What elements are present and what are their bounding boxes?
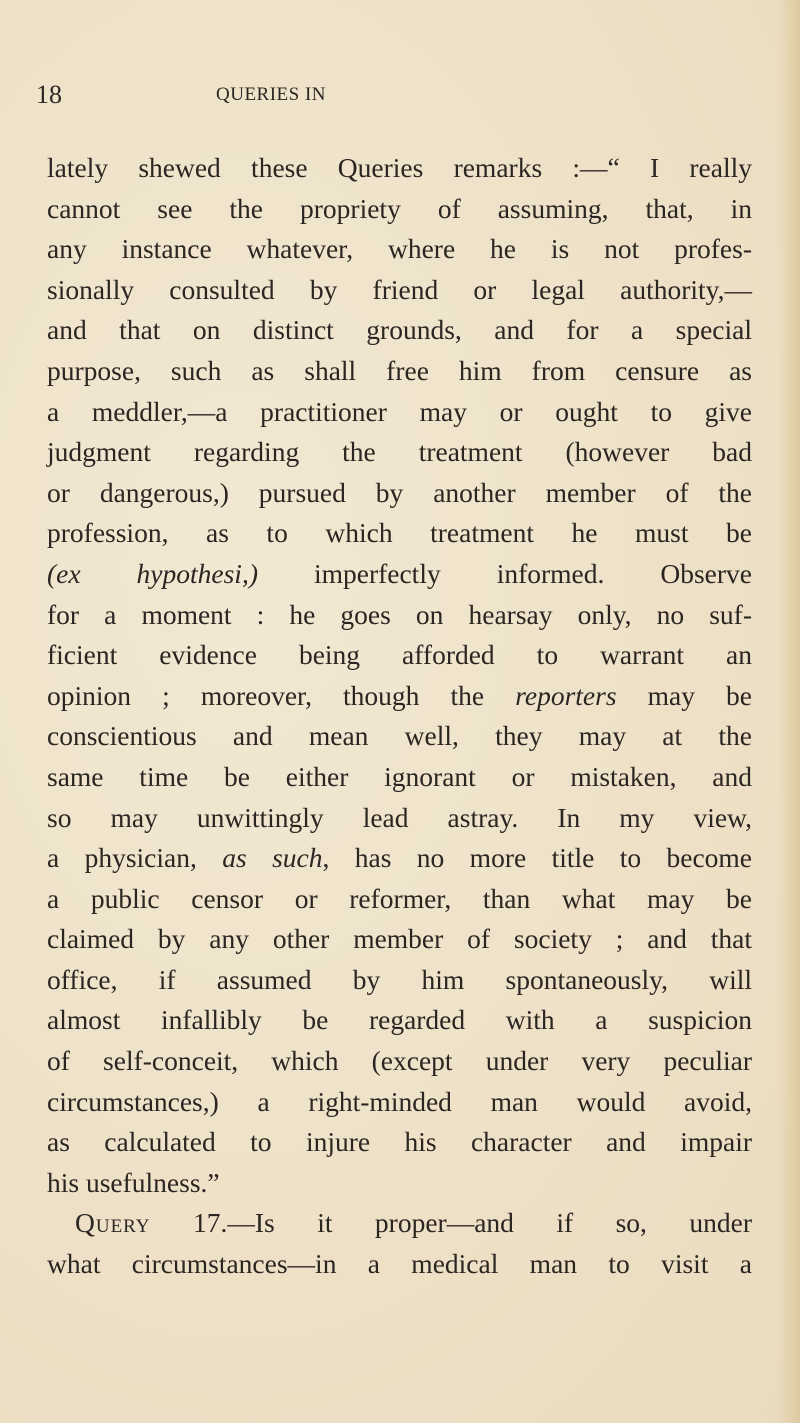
text-line: sionally consulted by friend or legal authority,— xyxy=(47,273,752,305)
text-line: his usefulness.” xyxy=(47,1166,220,1198)
text-line: a meddler,—a practitioner may or ought to give xyxy=(47,395,752,427)
text-run: 17.—Is it proper—and if so, under xyxy=(150,1207,752,1239)
text-line: almost infallibly be regarded with a suspicion xyxy=(47,1004,752,1036)
text-line: lately shewed these Queries remarks :—“ I really xyxy=(47,152,752,183)
italic-phrase: as such xyxy=(222,842,323,874)
italic-phrase: (ex hypothesi,) xyxy=(47,557,258,589)
text-line: claimed by any other member of society ; and that xyxy=(47,923,752,955)
text-line xyxy=(47,676,752,717)
text-line: and that on distinct grounds, and for a special xyxy=(47,314,752,346)
text-line: any instance whatever, where he is not profes- xyxy=(47,233,752,265)
text-line: same time be either ignorant or mistaken, and xyxy=(47,760,752,792)
text-line: what circumstances—in a medical man to visit a xyxy=(47,1248,752,1280)
page-header xyxy=(36,80,756,116)
text-line: office, if assumed by him spontaneously, will xyxy=(47,963,752,995)
text-line: of self-conceit, which (except under very peculiar xyxy=(47,1045,752,1077)
query-heading-line xyxy=(47,1203,752,1244)
text-run: may be xyxy=(616,679,752,711)
text-line xyxy=(47,838,752,879)
text-line: as calculated to injure his character and impair xyxy=(47,1126,752,1158)
running-head: QUERIES IN xyxy=(216,84,327,105)
text-line: so may unwittingly lead astray. In my view, xyxy=(47,801,752,833)
text-line: ficient evidence being afforded to warrant an xyxy=(47,639,752,671)
query-label: Query xyxy=(75,1207,151,1239)
text-run: opinion ; moreover, though the xyxy=(47,679,516,711)
text-line: a public censor or reformer, than what may be xyxy=(47,882,752,914)
text-run: imperfectly informed. Observe xyxy=(257,557,752,589)
text-run: , has no more title to become xyxy=(322,842,752,874)
text-line: or dangerous,) pursued by another member of the xyxy=(47,476,752,508)
text-line: purpose, such as shall free him from censure as xyxy=(47,354,752,386)
text-line: circumstances,) a right-minded man would avoid, xyxy=(47,1085,752,1117)
text-line: cannot see the propriety of assuming, that, in xyxy=(47,192,752,224)
body-text xyxy=(47,148,752,1285)
page-edge-shadow xyxy=(778,0,800,1423)
italic-phrase: reporters xyxy=(515,679,617,711)
text-line xyxy=(47,554,752,595)
page-number: 18 xyxy=(36,80,62,109)
text-line: profession, as to which treatment he must be xyxy=(47,517,752,549)
text-run: a physician, xyxy=(47,842,223,874)
text-line: judgment regarding the treatment (however bad xyxy=(47,436,752,468)
text-line: conscientious and mean well, they may at the xyxy=(47,720,752,752)
text-line: for a moment : he goes on hearsay only, no suf- xyxy=(47,598,752,630)
